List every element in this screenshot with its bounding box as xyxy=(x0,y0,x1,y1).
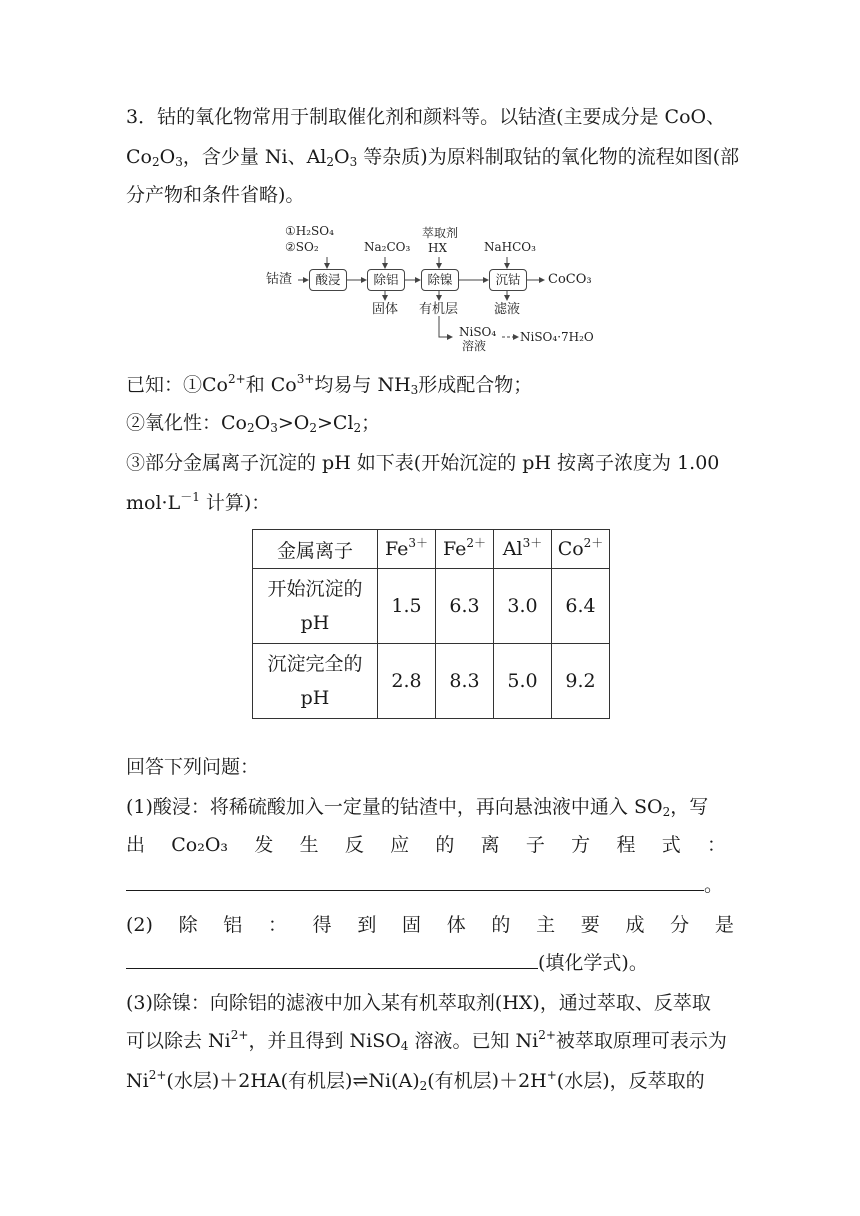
q3-line-1: (3)除镍：向除铝的滤液中加入某有机萃取剂(HX)，通过萃取、反萃取 xyxy=(126,992,711,1014)
output-solid: 固体 xyxy=(372,302,399,317)
known-2: ②氧化性：$Co_2O_3>O_2>Cl_2$； xyxy=(126,412,381,435)
row-label-start: 开始沉淀的 pH xyxy=(253,569,378,644)
header-cell-fe3: $Fe^{3+}$ xyxy=(378,530,436,569)
table-row xyxy=(253,569,610,644)
row-label-complete: 沉淀完全的 pH xyxy=(253,644,378,719)
reagent-so2: ②SO₂ xyxy=(285,240,319,254)
start-material: 钴渣 xyxy=(266,272,293,287)
q2-answer-blank[interactable] xyxy=(126,948,538,969)
table-cell: 9.2 xyxy=(552,644,610,719)
table-row xyxy=(253,644,610,719)
q1-line-2: 出 Co₂O₃ 发 生 反 应 的 离 子 方 程 式 ： xyxy=(126,834,726,856)
product-coco3: CoCO₃ xyxy=(548,272,592,287)
table-cell: 5.0 xyxy=(494,644,552,719)
question-intro-line-1: 3．钴的氧化物常用于制取催化剂和颜料等。以钴渣(主要成分是 CoO、 xyxy=(126,106,726,128)
table-cell: 6.3 xyxy=(436,569,494,644)
reagent-h2so4: ①H₂SO₄ xyxy=(285,224,334,238)
precipitation-ph-table xyxy=(252,529,610,719)
q2-answer-line: (填化学式)。 xyxy=(126,948,736,978)
reagent-na2co3: Na₂CO₃ xyxy=(364,240,411,254)
step-acid-leach: 酸浸 xyxy=(309,269,347,291)
output-organic-layer: 有机层 xyxy=(419,302,459,317)
q1-answer-line: 。 xyxy=(126,870,736,900)
q3-line-2: 可以除去 $Ni^{2+}$，并且得到 NiSO$_4$ 溶液。已知 $Ni^{2+}$被萃取原理可表示为 xyxy=(126,1028,727,1053)
answer-prompt: 回答下列问题： xyxy=(126,756,260,778)
header-cell-fe2: $Fe^{2+}$ xyxy=(436,530,494,569)
step-remove-ni: 除镍 xyxy=(421,269,459,291)
table-cell: 3.0 xyxy=(494,569,552,644)
table-cell: 1.5 xyxy=(378,569,436,644)
step-remove-al: 除铝 xyxy=(367,269,405,291)
reagent-nahco3: NaHCO₃ xyxy=(484,240,536,254)
step-precipitate-co: 沉钴 xyxy=(489,269,527,291)
q1-line-1: (1)酸浸：将稀硫酸加入一定量的钴渣中，再向悬浊液中通入 $SO_2$，写 xyxy=(126,796,709,819)
known-3: ③部分金属离子沉淀的 pH 如下表(开始沉淀的 pH 按离子浓度为 1.00 xyxy=(126,452,720,474)
header-cell-metal-ion: 金属离子 xyxy=(253,530,378,569)
known-3-cont: $mol\cdot L^{-1}$ 计算)： xyxy=(126,490,271,514)
table-cell: 8.3 xyxy=(436,644,494,719)
output-filtrate: 滤液 xyxy=(494,302,521,317)
table-cell: 2.8 xyxy=(378,644,436,719)
question-intro-line-3: 分产物和条件省略)。 xyxy=(126,184,305,206)
known-1: 已知：$①Co^{2+}$和 $Co^{3+}$均易与 $NH_3$形成配合物； xyxy=(126,372,533,397)
question-intro-line-2: $Co_2O_3$，含少量 Ni、$Al_2O_3$ 等杂质)为原料制取钴的氧化物的流程如图(部 xyxy=(126,146,740,169)
table-header-row xyxy=(253,530,610,569)
table-cell: 6.4 xyxy=(552,569,610,644)
reagent-extractant: 萃取剂 xyxy=(422,226,459,240)
niso4-solution-label-2: 溶液 xyxy=(462,339,487,353)
q1-answer-blank[interactable] xyxy=(126,870,704,891)
process-flowchart xyxy=(262,224,602,352)
niso4-hydrate-product: NiSO₄·7H₂O xyxy=(520,330,594,344)
q3-line-3: $Ni^{2+}$(水层)＋2HA(有机层)$\rightleftharpoons Ni(A)_2$(有机层)＋2H+(水层)，反萃取的 xyxy=(126,1068,705,1093)
header-cell-al3: $Al^{3+}$ xyxy=(494,530,552,569)
header-cell-co2: $Co^{2+}$ xyxy=(552,530,610,569)
niso4-solution-label-1: NiSO₄ xyxy=(459,325,497,339)
reagent-hx: HX xyxy=(428,241,448,255)
q2-line-1: (2) 除 铝 ： 得 到 固 体 的 主 要 成 分 是 xyxy=(126,914,734,936)
